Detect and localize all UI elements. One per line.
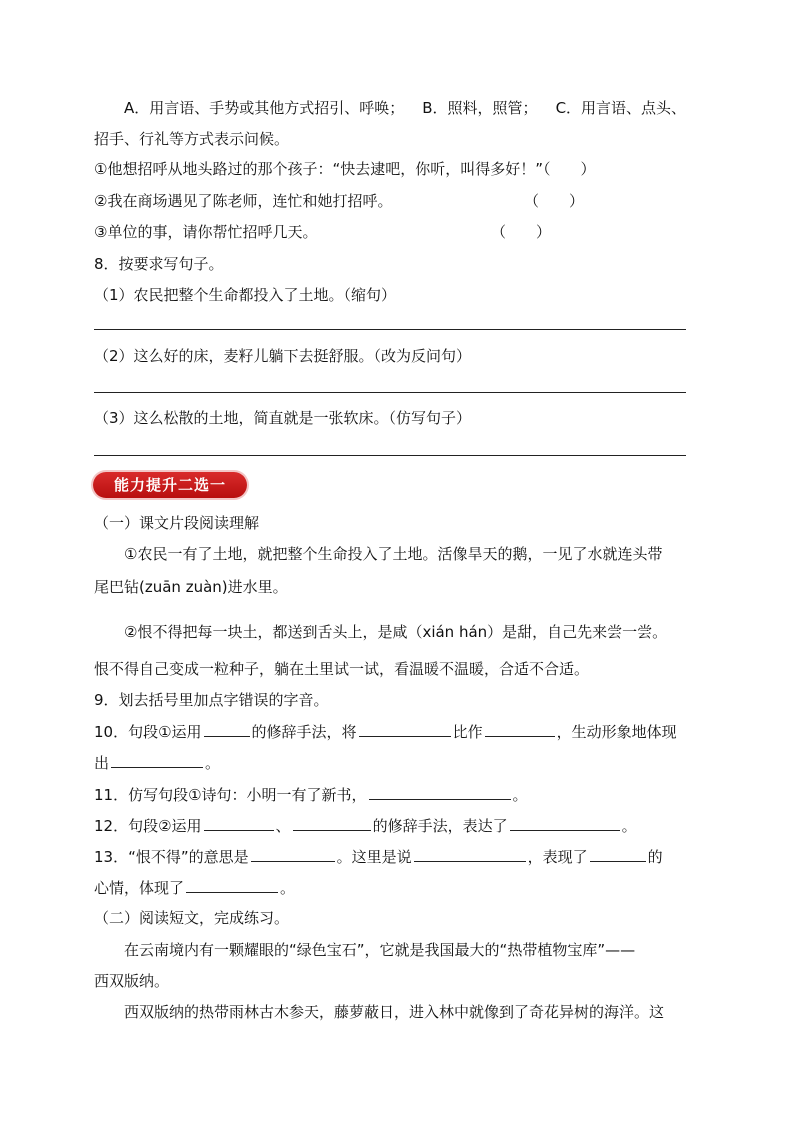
option-c-continued: 招手、行礼等方式表示问候。: [94, 130, 290, 148]
section-banner: 能力提升二选一: [93, 472, 247, 498]
question-13: [94, 846, 663, 867]
passage-2-line-2: 恨不得自己变成一粒种子，躺在土里试一试，看温暖不温暖，合适不合适。: [94, 660, 590, 678]
question-8-2: （2）这么好的床，麦籽儿躺下去挺舒服。（改为反问句）: [94, 347, 472, 365]
option-b: B．照料，照管；: [422, 99, 538, 117]
sentence-3: ③单位的事，请你帮忙招呼几天。: [94, 223, 318, 241]
q12-blank-2[interactable]: [293, 815, 371, 831]
part-1-title: （一）课文片段阅读理解: [94, 514, 260, 532]
passage-2-line-1: ②恨不得把每一块土，都送到舌头上，是咸（xián hán）是甜，自己先来尝一尝。: [124, 623, 668, 641]
q13-blank-2[interactable]: [414, 846, 526, 862]
answer-line-2[interactable]: [94, 392, 686, 393]
q13-text-f: 。: [280, 879, 296, 897]
q10-blank-3[interactable]: [485, 721, 555, 737]
sentence-3-answer[interactable]: （ ）: [491, 223, 552, 241]
q13-text-d: 的: [647, 848, 663, 866]
passage-3-line-2: 西双版纳。: [94, 972, 170, 990]
q10-text-e: 出: [94, 754, 110, 772]
option-c: C．用言语、点头、: [555, 99, 687, 117]
sentence-1: ①他想招呼从地头路过的那个孩子：“快去逮吧，你听，叫得多好！”（ ）: [94, 160, 596, 178]
q10-text-f: 。: [205, 754, 221, 772]
option-a: A．用言语、手势或其他方式招引、呼唤；: [124, 99, 405, 117]
sentence-2: ②我在商场遇见了陈老师，连忙和她打招呼。: [94, 192, 393, 210]
q12-blank-1[interactable]: [204, 815, 274, 831]
q10-text-d: ，生动形象地体现: [556, 723, 677, 741]
q10-text-b: 的修辞手法，将: [251, 723, 357, 741]
q13-blank-1[interactable]: [251, 846, 335, 862]
q10-blank-2[interactable]: [359, 721, 451, 737]
answer-line-1[interactable]: [94, 329, 686, 330]
passage-4-line-1: 西双版纳的热带雨林古木参天，藤萝蔽日，进入林中就像到了奇花异树的海洋。这: [124, 1003, 665, 1021]
q10-blank-1[interactable]: [204, 721, 250, 737]
question-8-3: （3）这么松散的土地，简直就是一张软床。（仿写句子）: [94, 409, 472, 427]
answer-line-3[interactable]: [94, 455, 686, 456]
q10-text-c: 比作: [452, 723, 483, 741]
sentence-2-answer[interactable]: （ ）: [524, 192, 585, 210]
q13-blank-3[interactable]: [590, 846, 646, 862]
question-13-cont: [94, 877, 295, 898]
passage-3-line-1: 在云南境内有一颗耀眼的“绿色宝石”，它就是我国最大的“热带植物宝库”——: [124, 941, 636, 959]
q13-text-c: ，表现了: [527, 848, 588, 866]
question-12: [94, 815, 637, 836]
question-10-cont: [94, 752, 220, 773]
question-10: [94, 721, 677, 742]
question-8-title: 8．按要求写句子。: [94, 255, 224, 273]
option-line: [124, 98, 686, 118]
q13-blank-4[interactable]: [186, 877, 278, 893]
passage-1-line-2: 尾巴钻(zuān zuàn)进水里。: [94, 578, 288, 596]
q12-blank-3[interactable]: [510, 815, 620, 831]
q13-text-b: 。这里是说: [336, 848, 412, 866]
q12-text-a: 12．句段②运用: [94, 817, 202, 835]
q12-text-d: 。: [621, 817, 637, 835]
question-8-1: （1）农民把整个生命都投入了土地。（缩句）: [94, 286, 397, 304]
q12-text-c: 的修辞手法，表达了: [372, 817, 508, 835]
q11-text-b: 。: [512, 786, 528, 804]
q11-text-a: 11．仿写句段①诗句：小明一有了新书，: [94, 786, 367, 804]
q11-blank[interactable]: [369, 784, 511, 800]
q13-text-e: 心情，体现了: [94, 879, 185, 897]
q10-blank-4[interactable]: [111, 752, 203, 768]
question-9: 9．划去括号里加点字错误的字音。: [94, 691, 329, 709]
question-11: [94, 784, 528, 805]
q13-text-a: 13．“恨不得”的意思是: [94, 848, 249, 866]
q10-text-a: 10．句段①运用: [94, 723, 202, 741]
q12-text-b: 、: [275, 817, 291, 835]
passage-1-line-1: ①农民一有了土地，就把整个生命投入了土地。活像旱天的鹅，一见了水就连头带: [124, 545, 663, 563]
part-2-title: （二）阅读短文，完成练习。: [94, 909, 290, 927]
